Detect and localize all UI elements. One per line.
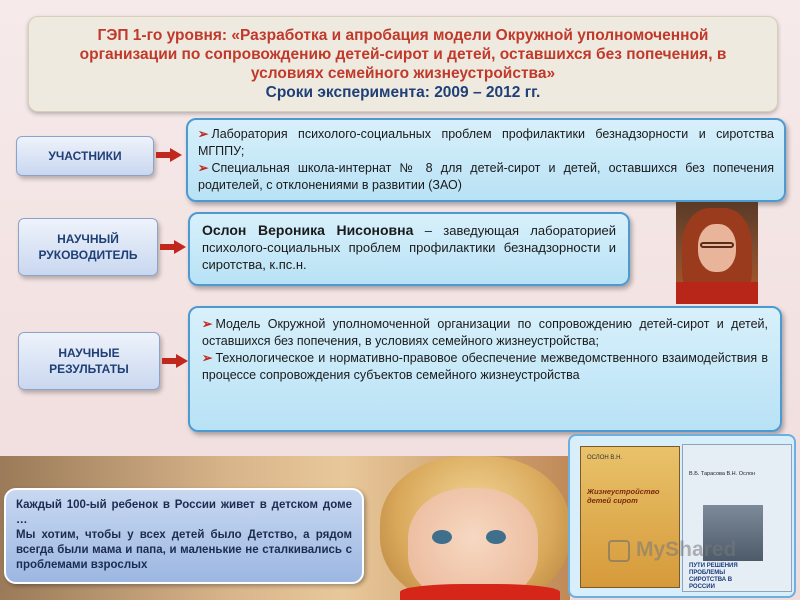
- supervisor-description: – заведующая лабораторией психолого-социальных проблем профилактики безнадзорности и сиротства, к.пс.н.: [202, 223, 616, 272]
- participant-item: ➢ Лаборатория психолого-социальных проблем профилактики безнадзорности и сиротства МГППУ;: [198, 127, 774, 158]
- quote-box: [4, 488, 364, 584]
- watermark-icon: [608, 540, 630, 562]
- arrow-right-icon: [156, 148, 184, 162]
- participants-label-text: УЧАСТНИКИ: [48, 149, 122, 163]
- title-box: [28, 16, 778, 112]
- book-author: ОСЛОН В.Н.: [587, 455, 623, 461]
- results-label: [18, 332, 160, 390]
- book-title: Жизнеустройство детей сирот: [587, 487, 660, 505]
- page-title: ГЭП 1-го уровня: «Разработка и апробация модели Окружной уполномоченной организации по сопровождению детей-сирот и детей, оставшихся без попечения, в условиях семейного жизнеустройства»: [79, 27, 727, 82]
- quote-line-1: Каждый 100-ый ребенок в России живет в детском доме …: [16, 499, 352, 526]
- experiment-dates: Сроки эксперимента: 2009 – 2012 гг.: [265, 84, 541, 101]
- supervisor-box: [188, 212, 630, 286]
- quote-line-2: Мы хотим, чтобы у всех детей было Детство, а рядом всегда были мама и папа, и маленькие не сталкивались с проблемами взрослых: [16, 529, 352, 571]
- results-box: [188, 306, 782, 432]
- result-item: ➢ Технологическое и нормативно-правовое обеспечение межведомственного взаимодействия в процессе сопровождения субъектов семейного жизнеустройства: [202, 351, 768, 382]
- participants-box: [186, 118, 786, 202]
- supervisor-label-text: НАУЧНЫЙ РУКОВОДИТЕЛЬ: [38, 232, 138, 262]
- arrow-right-icon: [162, 354, 190, 368]
- participant-item: ➢ Специальная школа-интернат № 8 для детей-сирот и детей, оставшихся без попечения родителей, с отклонениями в развитии (ЗАО): [198, 161, 774, 192]
- arrow-right-icon: [160, 240, 188, 254]
- book-title: ПУТИ РЕШЕНИЯ ПРОБЛЕМЫ СИРОТСТВА В РОССИИ: [689, 563, 738, 590]
- supervisor-name: Ослон Вероника Нисоновна: [202, 222, 414, 238]
- book-cover: [580, 446, 680, 588]
- result-item: ➢ Модель Окружной уполномоченной организации по сопровождению детей-сирот и детей, оставшихся без попечения, в условиях семейного жизнеустройства;: [202, 317, 768, 348]
- books-panel: [568, 434, 796, 598]
- supervisor-photo: [676, 202, 758, 304]
- supervisor-label: [18, 218, 158, 276]
- watermark: MyShared: [636, 538, 737, 561]
- book-cover: [682, 444, 792, 592]
- book-authors: В.Б. Тарасова В.Н. Ослон: [689, 471, 756, 477]
- results-label-text: НАУЧНЫЕ РЕЗУЛЬТАТЫ: [49, 346, 129, 376]
- participants-label: [16, 136, 154, 176]
